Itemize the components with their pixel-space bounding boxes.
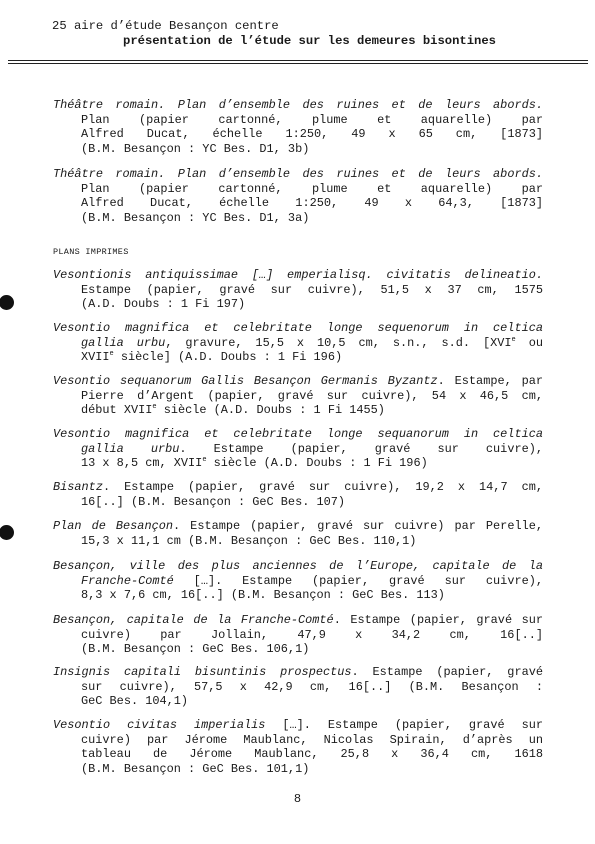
entry-title: gallia urbu — [81, 441, 180, 456]
entry-line — [53, 182, 543, 197]
entry-line — [53, 127, 543, 142]
entry-details: . Estampe (papier, gravé — [351, 665, 543, 679]
entry-details: […]. Estampe (papier, gravé sur — [265, 718, 543, 732]
entry-line — [53, 283, 543, 298]
entry-line — [53, 762, 543, 777]
entry-details: , gravure, 15,5 x 10,5 cm, s.n., s.d. [XVIe ou — [165, 335, 543, 350]
entry-details: sur cuivre), 57,5 x 42,9 cm, 16[..] (B.M. Besançon : — [81, 679, 543, 694]
entry-line — [53, 718, 543, 733]
bibliography-entry — [53, 321, 543, 365]
entry-title: Insignis capitali bisuntinis prospectus — [53, 665, 352, 679]
entry-line — [53, 167, 543, 182]
bibliography-entry — [53, 480, 543, 509]
entry-details: début XVIIe siècle (A.D. Doubs : 1 Fi 1455) — [81, 403, 385, 417]
bibliography-entry — [53, 98, 543, 156]
entry-details: (B.M. Besançon : YC Bes. D1, 3a) — [81, 210, 310, 225]
entry-line — [53, 336, 543, 351]
entry-line — [53, 480, 543, 495]
entry-title: Théâtre romain. Plan d’ensemble des ruines et de leurs abords. — [53, 167, 543, 181]
entry-line — [53, 196, 543, 211]
page-number: 8 — [293, 792, 302, 806]
header-rule-top — [8, 60, 588, 61]
entry-line — [53, 665, 543, 680]
bibliography-entry — [53, 167, 543, 225]
entry-line — [53, 694, 543, 709]
entry-line — [53, 268, 543, 283]
entry-line — [53, 350, 543, 365]
entry-details: Alfred Ducat, échelle 1:250, 49 x 65 cm, [1873] — [81, 127, 543, 141]
entry-title: Vesontio magnifica et celebritate longe sequenorum in celtica — [53, 321, 543, 335]
header-line-2: présentation de l’étude sur les demeures bisontines — [123, 34, 496, 48]
entry-title: Théâtre romain. Plan d’ensemble des ruines et de leurs abords. — [53, 98, 543, 112]
entry-line — [53, 321, 543, 336]
entry-details: . Estampe, par — [437, 374, 543, 388]
entry-line — [53, 211, 543, 226]
entry-line — [53, 98, 543, 113]
entry-title: gallia urbu — [81, 335, 166, 350]
bibliography-entry — [53, 519, 543, 548]
entry-details: Estampe (papier, gravé sur cuivre), 51,5 x 37 cm, 1575 — [81, 282, 543, 297]
bullet-marker — [0, 295, 14, 310]
entry-title: Franche-Comté — [81, 573, 174, 588]
bibliography-entry — [53, 559, 543, 603]
entry-line — [53, 495, 543, 510]
entry-details: Alfred Ducat, échelle 1:250, 49 x 64,3, [1873] — [81, 196, 543, 210]
entry-line — [53, 374, 543, 389]
entry-details: Plan (papier cartonné, plume et aquarelle) par — [81, 112, 543, 127]
bibliography-entry — [53, 718, 543, 776]
bibliography-entry — [53, 268, 543, 312]
entry-line — [53, 456, 543, 471]
entry-line — [53, 427, 543, 442]
entry-details: (A.D. Doubs : 1 Fi 197) — [81, 297, 246, 311]
entry-details: 8,3 x 7,6 cm, 16[..] (B.M. Besançon : GeC Bes. 113) — [81, 588, 445, 602]
entry-line — [53, 588, 543, 603]
entry-title: Vesontionis antiquissimae […] emperialisq. civitatis delineatio. — [53, 268, 543, 282]
entry-title: Vesontio magnifica et celebritate longe sequanorum in celtica — [53, 427, 543, 441]
entry-details: (B.M. Besançon : GeC Bes. 101,1) — [81, 761, 310, 776]
entry-title: Besançon, ville des plus anciennes de l’Europe, capitale de la — [53, 559, 543, 573]
entry-details: . Estampe (papier, gravé sur cuivre), 19,2 x 14,7 cm, — [102, 480, 543, 494]
entry-details: . Estampe (papier, gravé sur cuivre) par Perelle, — [173, 519, 543, 533]
entry-line — [53, 613, 543, 628]
entry-line — [53, 574, 543, 589]
entry-line — [53, 559, 543, 574]
entry-line — [53, 519, 543, 534]
section-title: PLANS IMPRIMES — [53, 247, 129, 257]
entry-title: Vesontio civitas imperialis — [53, 718, 266, 732]
entry-line — [53, 733, 543, 748]
entry-line — [53, 680, 543, 695]
entry-line — [53, 747, 543, 762]
entry-details: cuivre) par Jollain, 47,9 x 34,2 cm, 16[..] — [81, 627, 543, 642]
entry-line — [53, 442, 543, 457]
entry-title: Vesontio sequanorum Gallis Besançon Germanis Byzantz — [53, 374, 438, 388]
header-rule-bottom — [8, 63, 588, 64]
entry-details: . Estampe (papier, gravé sur cuivre), — [179, 441, 543, 456]
bibliography-entry — [53, 374, 543, 418]
entry-line — [53, 403, 543, 418]
entry-details: 16[..] (B.M. Besançon : GeC Bes. 107) — [81, 494, 346, 509]
entry-line — [53, 113, 543, 128]
entry-details: tableau de Jérome Maublanc, 25,8 x 36,4 cm, 1618 — [81, 747, 543, 761]
entry-title: Bisantz — [53, 480, 103, 494]
entry-details: […]. Estampe (papier, gravé sur cuivre), — [173, 573, 543, 588]
entry-line — [53, 628, 543, 643]
entry-details: Plan (papier cartonné, plume et aquarelle) par — [81, 181, 543, 196]
entry-line — [53, 297, 543, 312]
entry-title: Plan de Besançon — [53, 519, 173, 533]
entry-details: (B.M. Besançon : GeC Bes. 106,1) — [81, 642, 310, 656]
entry-details: 15,3 x 11,1 cm (B.M. Besançon : GeC Bes. 110,1) — [81, 533, 417, 548]
entry-line — [53, 142, 543, 157]
header-line-1: 25 aire d’étude Besançon centre — [52, 19, 279, 33]
entry-line — [53, 534, 543, 549]
bullet-marker — [0, 525, 14, 540]
bibliography-entry — [53, 665, 543, 709]
bibliography-entry — [53, 613, 543, 657]
entry-details: XVIIe siècle] (A.D. Doubs : 1 Fi 196) — [81, 350, 343, 364]
page-header — [52, 19, 552, 49]
bibliography-entry — [53, 427, 543, 471]
entry-line — [53, 642, 543, 657]
entry-details: cuivre) par Jérome Maublanc, Nicolas Spirain, d’après un — [81, 732, 543, 747]
entry-details: . Estampe (papier, gravé sur — [333, 613, 544, 627]
entry-title: Besançon, capitale de la Franche-Comté — [53, 613, 334, 627]
entry-details: 13 x 8,5 cm, XVIIe siècle (A.D. Doubs : 1 Fi 196) — [81, 456, 428, 470]
entry-line — [53, 389, 543, 404]
entry-details: GeC Bes. 104,1) — [81, 694, 189, 708]
entry-details: (B.M. Besançon : YC Bes. D1, 3b) — [81, 141, 310, 156]
entry-details: Pierre d’Argent (papier, gravé sur cuivre), 54 x 46,5 cm, — [81, 388, 543, 403]
